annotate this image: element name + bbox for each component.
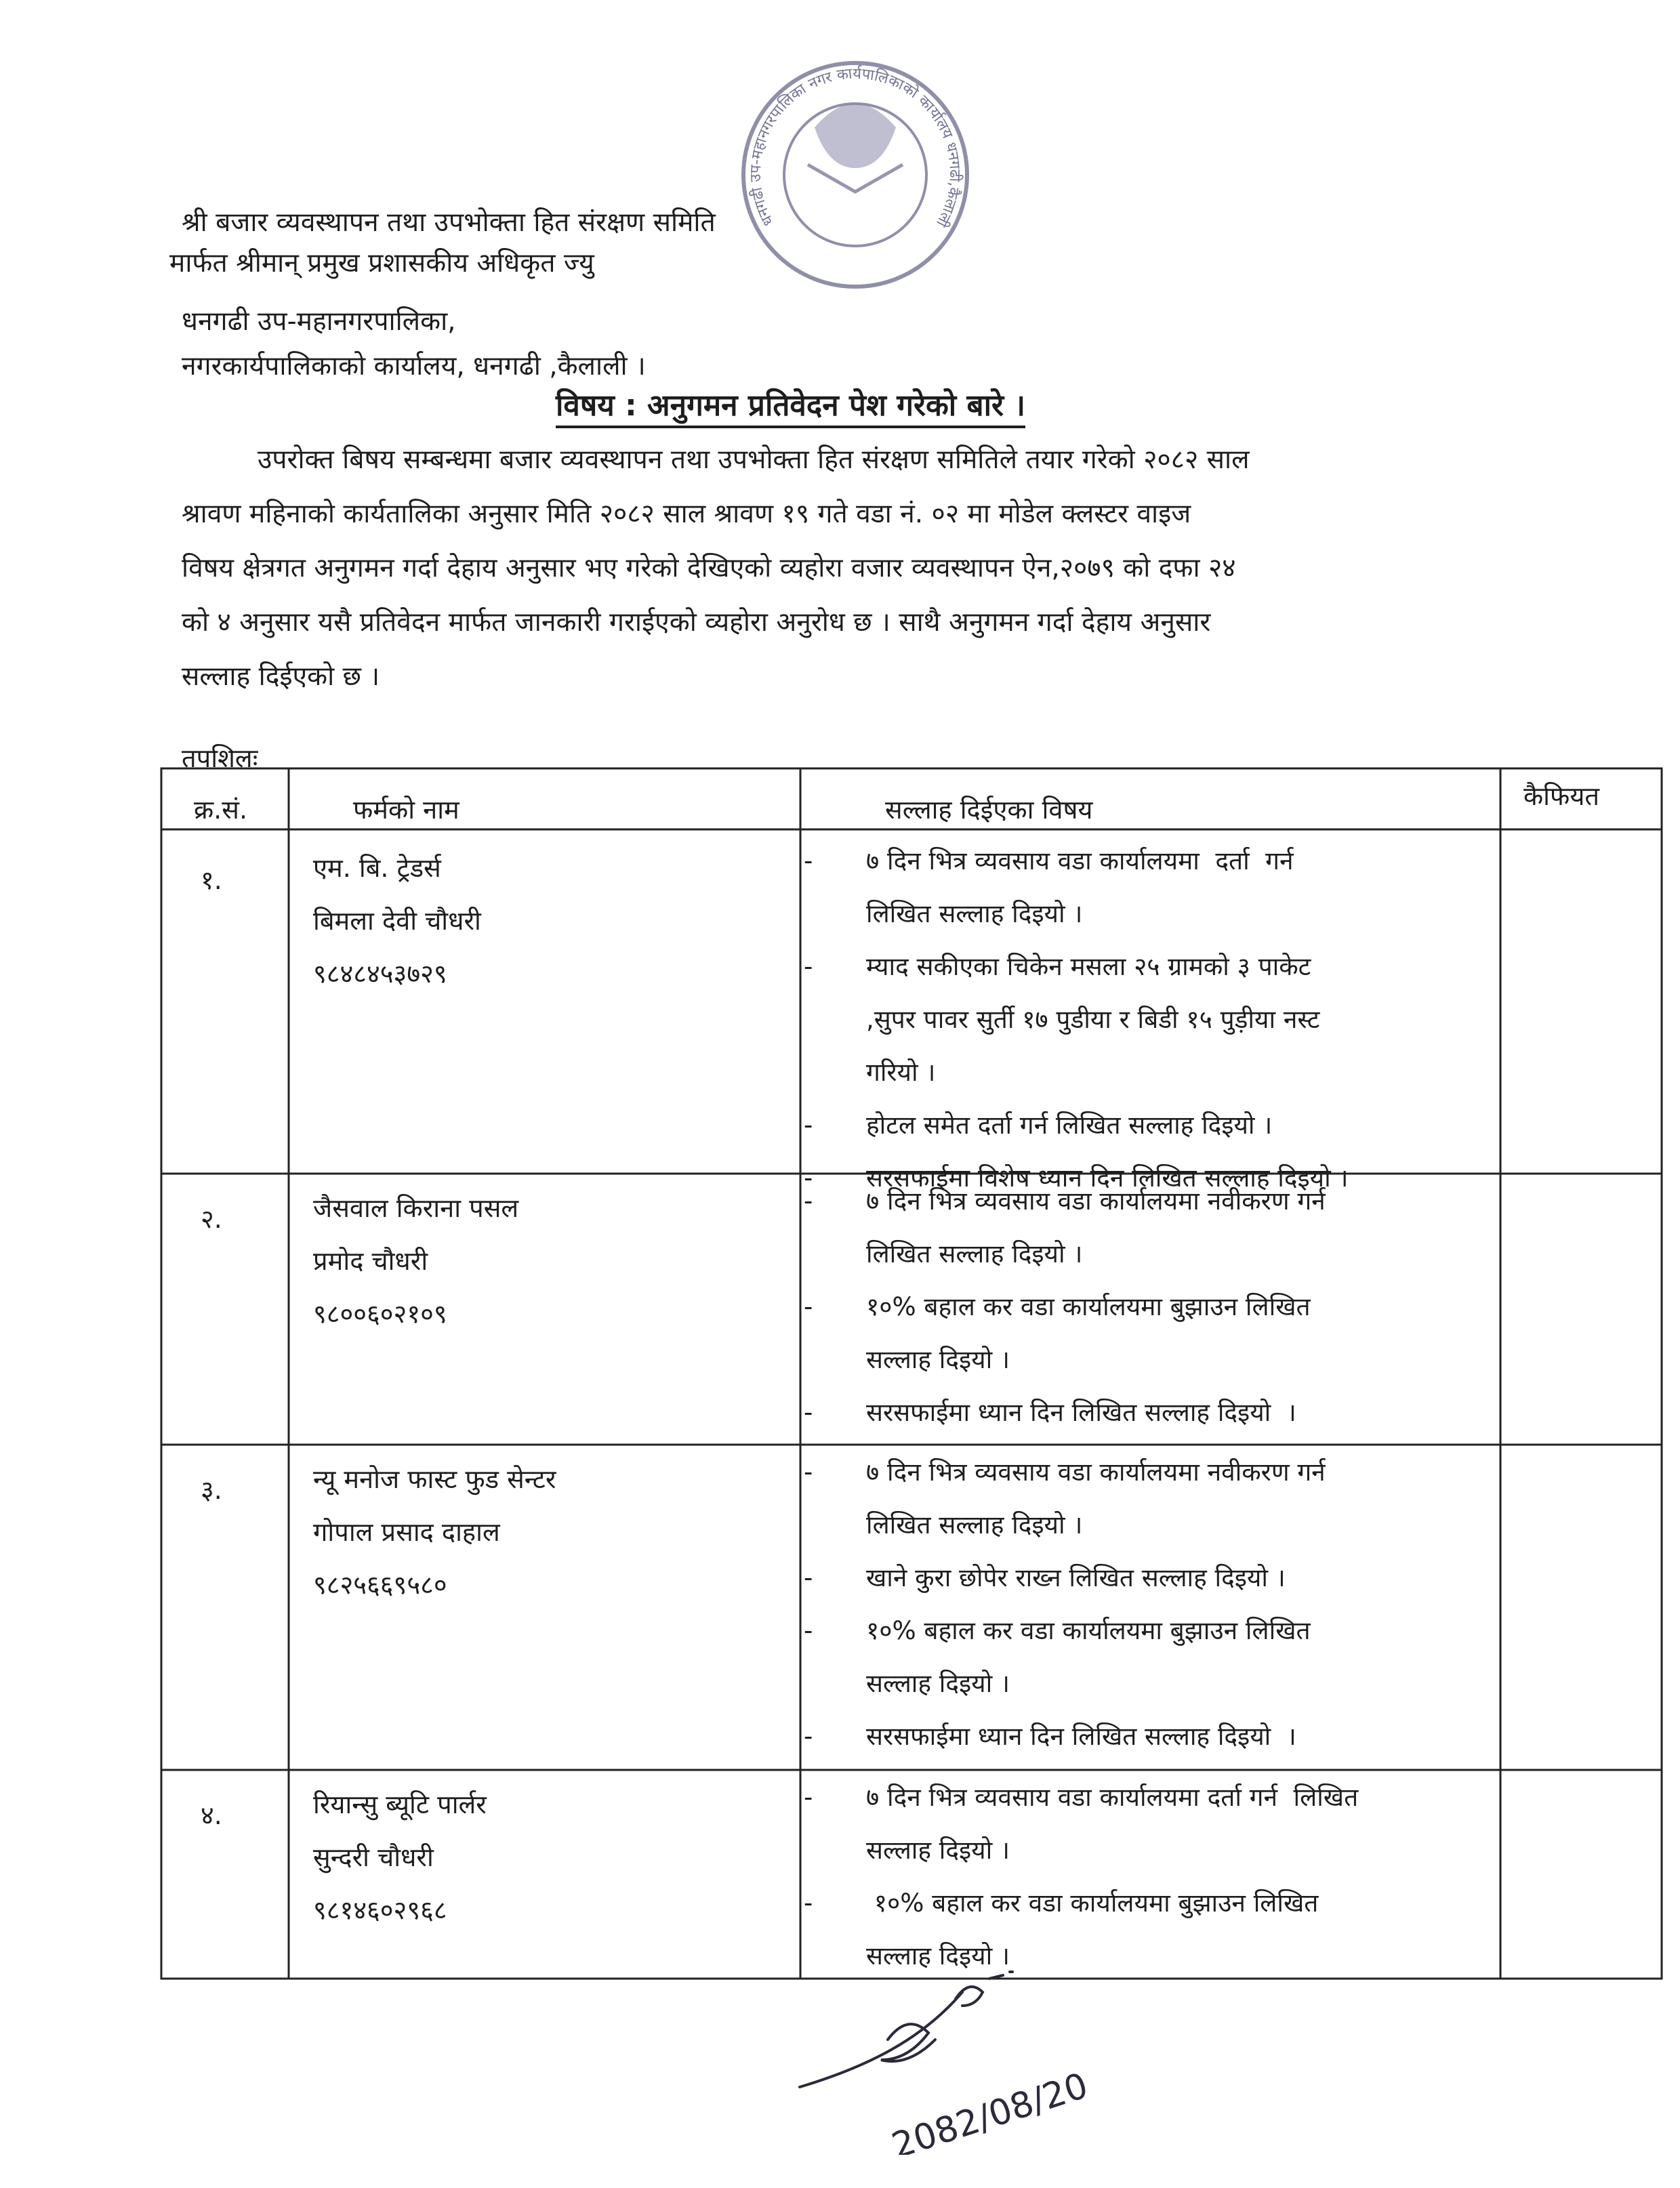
- owner-name: बिमला देवी चौधरी: [313, 906, 481, 936]
- advice-item: - सरसफाईमा विशेष ध्यान दिन लिखित सल्लाह दिइयो ।: [804, 1163, 1349, 1193]
- body-line-5: सल्लाह दिईएको छ ।: [182, 661, 380, 692]
- body-line-3: विषय क्षेत्रगत अनुगमन गर्दा देहाय अनुसार भए गरेको देखिएको व्यहोरा वजार व्यवस्थापन ऐन,२०७९ को दफा २४: [182, 553, 1236, 583]
- advice-text: सरसफाईमा ध्यान दिन लिखित सल्लाह दिइयो ।: [866, 1398, 1296, 1427]
- address-line-2: मार्फत श्रीमान् प्रमुख प्रशासकीय अधिकृत ज्यु: [169, 248, 594, 278]
- phone-number: ९८२५६६९५८०: [313, 1570, 447, 1600]
- advice-text: सरसफाईमा विशेष ध्यान दिन लिखित सल्लाह दिइयो ।: [866, 1163, 1349, 1193]
- header-remarks: कैफियत: [1523, 781, 1600, 811]
- tapasil-label: तपशिलः: [182, 743, 258, 773]
- firm-cell: [313, 1182, 518, 1340]
- seal-graphic: [733, 53, 977, 297]
- advice-item: - ७ दिन भित्र व्यवसाय वडा कार्यालयमा दर्ता गर्न लिखित सल्लाह दिइयो ।: [804, 1783, 1359, 1865]
- advice-item: - १०% बहाल कर वडा कार्यालयमा बुझाउन लिखित सल्लाह दिइयो ।: [804, 1616, 1311, 1698]
- advice-text: होटल समेत दर्ता गर्न लिखित सल्लाह दिइयो ।: [866, 1111, 1273, 1140]
- subject-heading: विषय : अनुगमन प्रतिवेदन पेश गरेको बारे ।: [556, 384, 1025, 428]
- address-line-1: श्री बजार व्यवस्थापन तथा उपभोक्ता हित संरक्षण समिति: [182, 207, 716, 238]
- owner-name: प्रमोद चौधरी: [313, 1246, 428, 1276]
- monitoring-table: [160, 767, 1664, 1980]
- body-line-1: उपरोक्त बिषय सम्बन्धमा बजार व्यवस्थापन तथा उपभोक्ता हित संरक्षण समितिले तयार गरेको २०८२ साल: [258, 445, 1250, 475]
- header-sn: क्र.सं.: [194, 795, 248, 825]
- owner-name: सुन्दरी चौधरी: [313, 1842, 434, 1872]
- header-firm-name: फर्मको नाम: [353, 795, 459, 825]
- header-advice: सल्लाह दिईएका विषय: [885, 795, 1093, 825]
- advice-cell: [804, 835, 1644, 1205]
- advice-item: - १०% बहाल कर वडा कार्यालयमा बुझाउन लिखित सल्लाह दिइयो ।: [804, 1888, 1319, 1970]
- row-serial: २.: [201, 1204, 222, 1234]
- body-line-2: श्रावण महिनाको कार्यतालिका अनुसार मिति २०८२ साल श्रावण १९ गते वडा नं. ०२ मा मोडेल क्लस्टर वाइज: [182, 499, 1191, 529]
- advice-item: - १०% बहाल कर वडा कार्यालयमा बुझाउन लिखित सल्लाह दिइयो ।: [804, 1292, 1311, 1374]
- owner-name: गोपाल प्रसाद दाहाल: [313, 1517, 500, 1547]
- firm-cell: [313, 1778, 487, 1937]
- advice-item: - सरसफाईमा ध्यान दिन लिखित सल्लाह दिइयो ।: [804, 1398, 1296, 1427]
- advice-text: खाने कुरा छोपेर राख्न लिखित सल्लाह दिइयो ।: [866, 1563, 1286, 1592]
- advice-item: - होटल समेत दर्ता गर्न लिखित सल्लाह दिइयो ।: [804, 1111, 1273, 1140]
- handwritten-signature: [786, 1952, 1166, 2155]
- advice-item: - खाने कुरा छोपेर राख्न लिखित सल्लाह दिइयो ।: [804, 1563, 1286, 1592]
- signature-graphic: [786, 1952, 1166, 2155]
- address-line-3: धनगढी उप-महानगरपालिका,: [182, 306, 456, 337]
- firm-cell: [313, 842, 481, 1000]
- firm-cell: [313, 1453, 556, 1611]
- phone-number: ९८००६०२१०९: [313, 1299, 447, 1329]
- firm-name: न्यू मनोज फास्ट फुड सेन्टर: [313, 1464, 556, 1494]
- advice-text: १०% बहाल कर वडा कार्यालयमा बुझाउन लिखित सल्लाह दिइयो ।: [866, 1292, 1311, 1374]
- advice-item: - ७ दिन भित्र व्यवसाय वडा कार्यालयमा नवीकरण गर्न लिखित सल्लाह दिइयो ।: [804, 1458, 1326, 1540]
- phone-number: ९८१४६०२९६८: [313, 1895, 447, 1925]
- advice-text: १०% बहाल कर वडा कार्यालयमा बुझाउन लिखित सल्लाह दिइयो ।: [866, 1888, 1319, 1970]
- advice-text: ७ दिन भित्र व्यवसाय वडा कार्यालयमा दर्ता गर्न लिखित सल्लाह दिइयो ।: [866, 1783, 1359, 1865]
- advice-text: सरसफाईमा ध्यान दिन लिखित सल्लाह दिइयो ।: [866, 1722, 1296, 1751]
- official-seal: [733, 53, 977, 297]
- advice-item: - ७ दिन भित्र व्यवसाय वडा कार्यालयमा दर्ता गर्न लिखित सल्लाह दिइयो ।: [804, 846, 1294, 928]
- firm-name: एम. बि. ट्रेडर्स: [313, 853, 441, 883]
- advice-cell: [804, 1175, 1644, 1439]
- seal-ring-text: धनगढी उप-महानगरपालिका नगर कार्यपालिकाको कार्यालय धनगढी,कैलाली: [747, 65, 964, 230]
- advice-item: - म्याद सकीएका चिकेन मसला २५ ग्रामको ३ पाकेट ,सुपर पावर सुर्ती १७ पुडीया र बिडी १५ पुड़ीया नस्ट गरियो ।: [804, 952, 1320, 1087]
- advice-item: - ७ दिन भित्र व्यवसाय वडा कार्यालयमा नवीकरण गर्न लिखित सल्लाह दिइयो ।: [804, 1186, 1326, 1268]
- advice-cell: [804, 1446, 1644, 1763]
- advice-text: ७ दिन भित्र व्यवसाय वडा कार्यालयमा नवीकरण गर्न लिखित सल्लाह दिइयो ।: [866, 1186, 1326, 1268]
- advice-item: - सरसफाईमा ध्यान दिन लिखित सल्लाह दिइयो ।: [804, 1722, 1296, 1751]
- row-serial: १.: [201, 865, 222, 895]
- advice-text: ७ दिन भित्र व्यवसाय वडा कार्यालयमा नवीकरण गर्न लिखित सल्लाह दिइयो ।: [866, 1458, 1326, 1540]
- signature-date: 2082/08/20: [886, 2065, 1093, 2155]
- phone-number: ९८४८४५३७२९: [313, 959, 447, 989]
- row-serial: ४.: [201, 1800, 222, 1830]
- body-line-4: को ४ अनुसार यसै प्रतिवेदन मार्फत जानकारी गराईएको व्यहोरा अनुरोध छ । साथै अनुगमन गर्दा देहाय अनुसार: [182, 607, 1211, 638]
- firm-name: जैसवाल किराना पसल: [313, 1193, 519, 1223]
- row-serial: ३.: [201, 1475, 222, 1505]
- address-line-4: नगरकार्यपालिकाको कार्यालय, धनगढी ,कैलाली ।: [182, 351, 646, 381]
- advice-text: ७ दिन भित्र व्यवसाय वडा कार्यालयमा दर्ता गर्न लिखित सल्लाह दिइयो ।: [866, 846, 1294, 928]
- advice-text: १०% बहाल कर वडा कार्यालयमा बुझाउन लिखित सल्लाह दिइयो ।: [866, 1616, 1311, 1698]
- advice-text: म्याद सकीएका चिकेन मसला २५ ग्रामको ३ पाकेट ,सुपर पावर सुर्ती १७ पुडीया र बिडी १५ पुड़ीया नस्ट गरियो ।: [866, 952, 1320, 1087]
- firm-name: रियान्सु ब्यूटि पार्लर: [313, 1790, 487, 1819]
